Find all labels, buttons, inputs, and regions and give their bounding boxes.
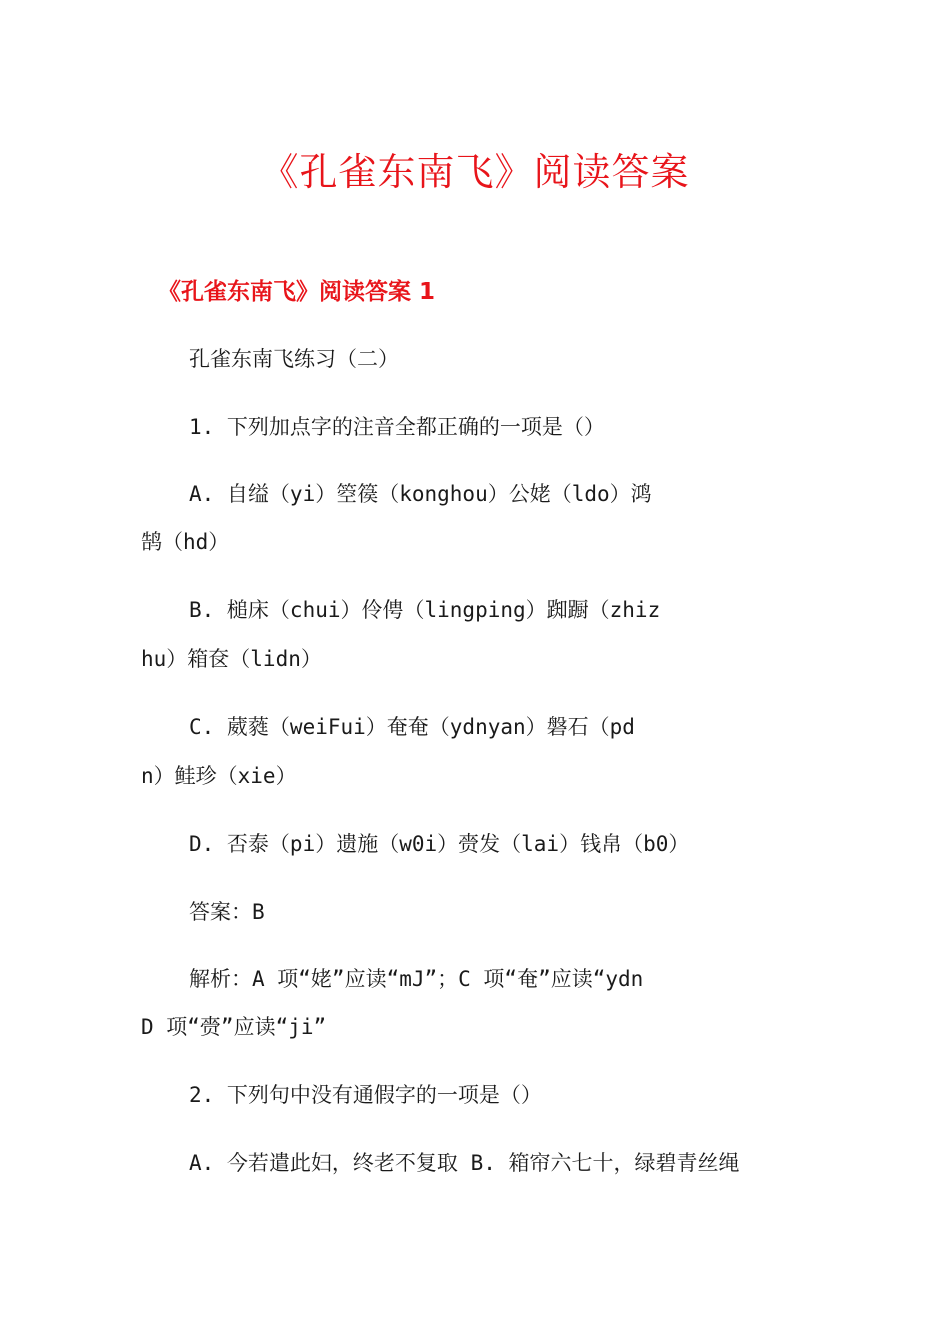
option-b-line-2: hu）箱奁（lidn） — [141, 647, 322, 671]
question-2-options: A. 今若遣此妇，终老不复取 B. 箱帘六七十，绿碧青丝绳 — [189, 1151, 740, 1175]
answer-1: 答案：B — [189, 900, 265, 924]
option-a-line-1: A. 自缢（yi）箜篌（konghou）公姥（ldo）鸿 — [189, 482, 652, 506]
option-c-line-2: n）鲑珍（xie） — [141, 764, 297, 788]
document-title: 《孔雀东南飞》阅读答案 — [260, 150, 690, 194]
question-1: 1. 下列加点字的注音全都正确的一项是（） — [189, 415, 605, 439]
exercise-title: 孔雀东南飞练习（二） — [189, 347, 399, 371]
option-c-line-1: C. 葳蕤（weiFui）奄奄（ydnyan）磐石（pd — [189, 715, 635, 739]
section-heading: 《孔雀东南飞》阅读答案 1 — [158, 279, 436, 305]
option-d: D. 否泰（pi）遗施（w0i）赍发（lai）钱帛（b0） — [189, 832, 690, 856]
explanation-line-2: D 项“赍”应读“ji” — [141, 1015, 327, 1039]
explanation-line-1: 解析：A 项“姥”应读“mJ”；C 项“奄”应读“ydn — [189, 967, 644, 991]
option-a-line-2: 鹄（hd） — [141, 530, 230, 554]
question-2: 2. 下列句中没有通假字的一项是（） — [189, 1083, 542, 1107]
option-b-line-1: B. 槌床（chui）伶俜（lingping）踟蹰（zhiz — [189, 598, 661, 622]
